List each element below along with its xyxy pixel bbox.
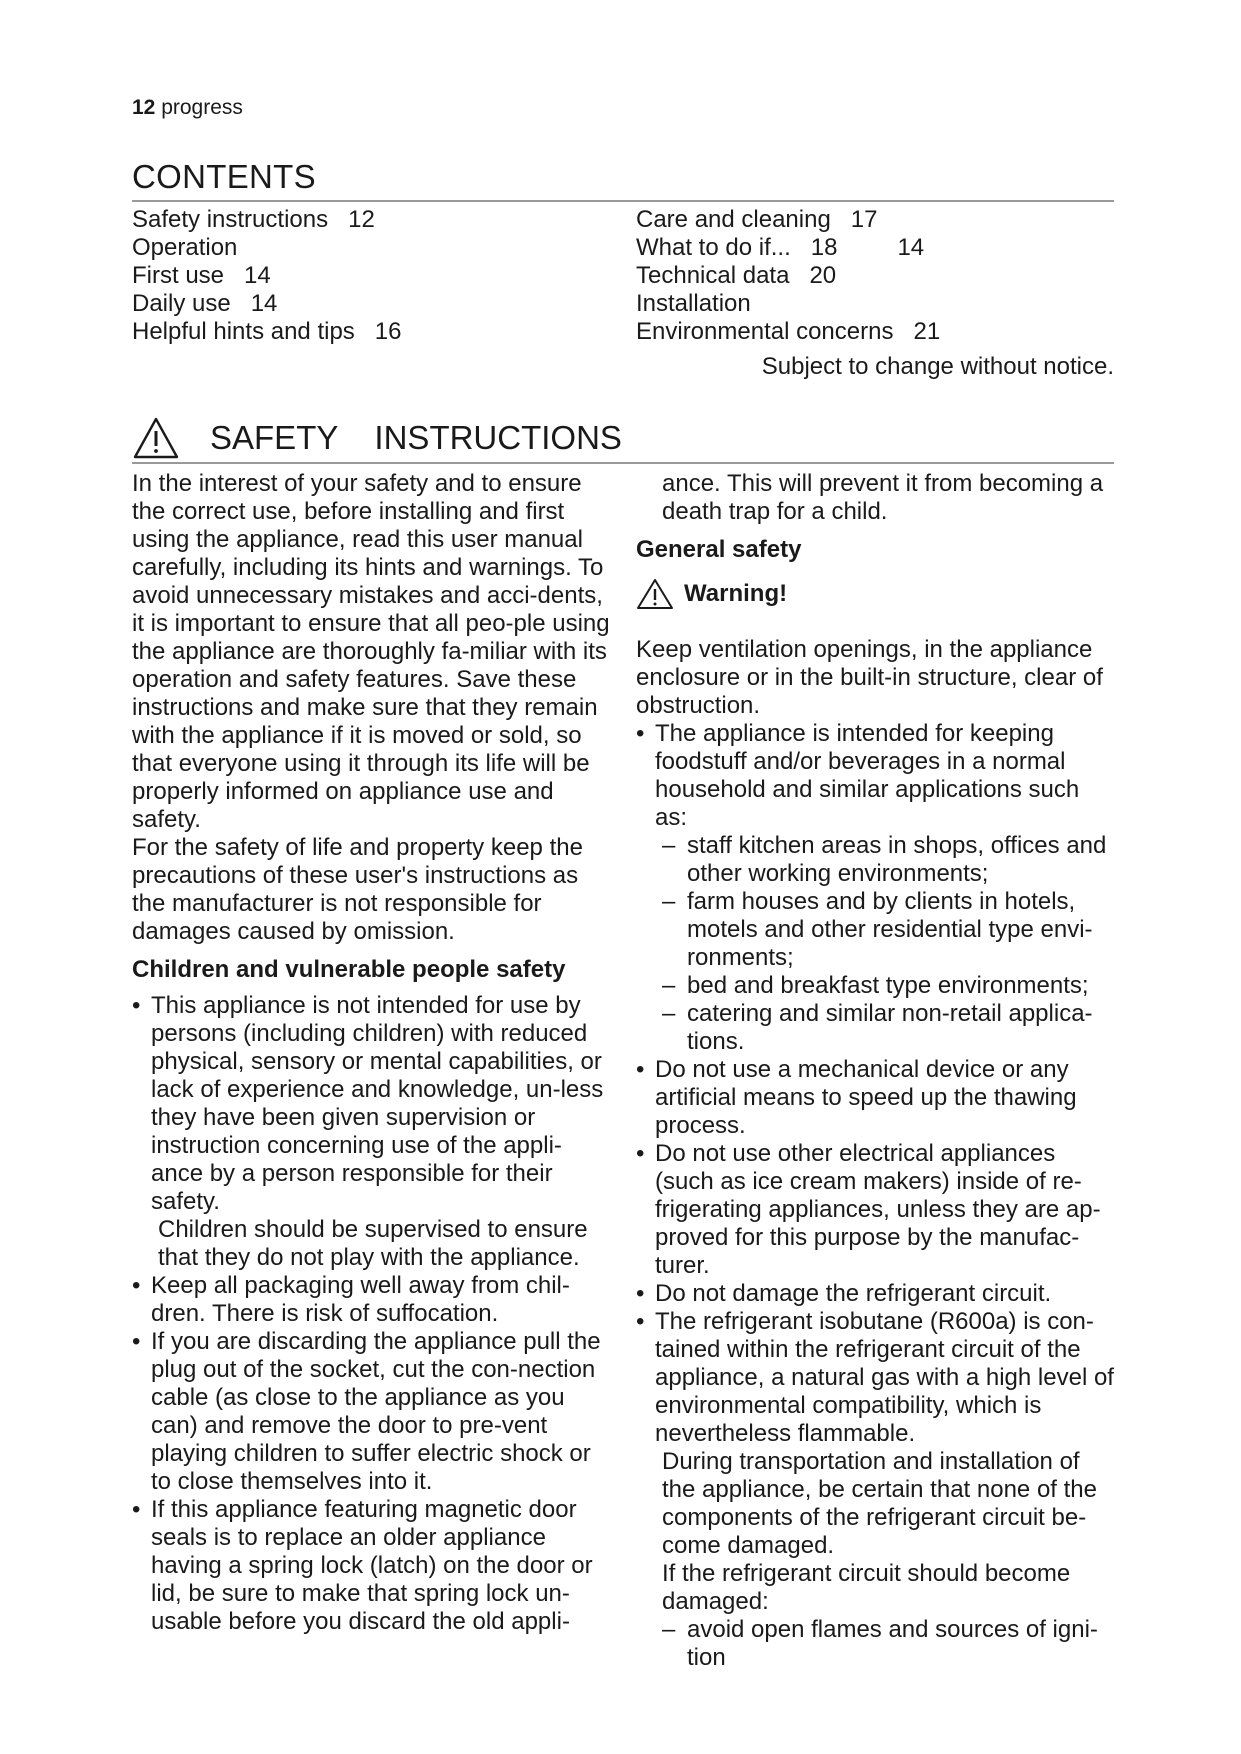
toc-item-first-use[interactable]: First use 14 bbox=[132, 262, 271, 289]
left-column bbox=[132, 470, 612, 1636]
safety-title: SAFETY INSTRUCTIONS bbox=[210, 419, 622, 456]
toc-left-column bbox=[132, 206, 402, 346]
change-notice: Subject to change without notice. bbox=[761, 353, 1114, 380]
toc-item-daily-use[interactable]: Daily use 14 bbox=[132, 290, 278, 317]
brand-name: progress bbox=[161, 96, 243, 119]
page-header bbox=[132, 96, 243, 120]
toc-item-installation[interactable]: Installation bbox=[636, 290, 751, 317]
warning-small-icon bbox=[636, 578, 674, 610]
toc-item-helpful-hints[interactable]: Helpful hints and tips 16 bbox=[132, 318, 402, 345]
toc-item-what-to-do[interactable]: What to do if... 18 14 bbox=[636, 234, 925, 261]
safety-rule bbox=[132, 462, 1114, 464]
toc-item-operation[interactable]: Operation bbox=[132, 234, 238, 261]
safety-heading bbox=[132, 416, 622, 460]
contents-rule bbox=[132, 200, 1114, 202]
bullet-continuation: During transportation and installation of the appliance, be certain that none of the components of the refrigerant circuit be-come damaged. bbox=[662, 1448, 1097, 1559]
toc-item-safety-instructions[interactable]: Safety instructions 12 bbox=[132, 206, 375, 233]
bullet-continuation: Children should be supervised to ensure that they do not play with the appliance. bbox=[158, 1216, 588, 1271]
bullet-item: • If this appliance featuring magnetic door seals is to replace an older appliance having a spring lock (latch) on the door or lid, be sure to make that spring lock un-usable before you discard the old appli- bbox=[132, 1496, 612, 1636]
bullet-item: • The appliance is intended for keeping foodstuff and/or beverages in a normal household and similar applications such as: bbox=[636, 720, 1116, 832]
right-column bbox=[636, 470, 1116, 1672]
page-number: 12 bbox=[132, 96, 156, 119]
warning-callout bbox=[636, 578, 1116, 610]
bullet-item: • If you are discarding the appliance pull the plug out of the socket, cut the con-nection cable (as close to the appliance as you can) and remove the door to pre-vent playing children to suffer electric shock or to close themselves into it. bbox=[132, 1328, 612, 1496]
toc-item-care-cleaning[interactable]: Care and cleaning 17 bbox=[636, 206, 878, 233]
bullet-item: • Do not use a mechanical device or any artificial means to speed up the thawing process. bbox=[636, 1056, 1116, 1140]
ventilation-paragraph: Keep ventilation openings, in the appliance enclosure or in the built-in structure, clear of obstruction. bbox=[636, 636, 1103, 719]
sub-item: – bed and breakfast type environments; bbox=[636, 972, 1116, 1000]
bullet-item: • The refrigerant isobutane (R600a) is con-tained within the refrigerant circuit of the appliance, a natural gas with a high level of environmental compatibility, which is nevertheless flammable. bbox=[636, 1308, 1116, 1448]
bullet-continuation: If the refrigerant circuit should become damaged: bbox=[662, 1560, 1071, 1615]
sub-item: – staff kitchen areas in shops, offices and other working environments; bbox=[636, 832, 1116, 888]
children-safety-heading: Children and vulnerable people safety bbox=[132, 956, 566, 983]
sub-item: – farm houses and by clients in hotels, motels and other residential type envi-ronments; bbox=[636, 888, 1116, 972]
bullet-item: • Do not damage the refrigerant circuit. bbox=[636, 1280, 1116, 1308]
bullet-item: • Do not use other electrical appliances (such as ice cream makers) inside of re-frigerating appliances, unless they are ap-proved for this purpose by the manufac-turer. bbox=[636, 1140, 1116, 1280]
intro-paragraph-2: For the safety of life and property keep the precautions of these user's instructions as the manufacturer is not responsible for damages caused by omission. bbox=[132, 834, 583, 945]
warning-label: Warning! bbox=[684, 580, 788, 607]
contents-title: CONTENTS bbox=[132, 158, 316, 195]
warning-triangle-icon bbox=[132, 416, 180, 460]
toc-item-environmental[interactable]: Environmental concerns 21 bbox=[636, 318, 941, 345]
toc-item-technical-data[interactable]: Technical data 20 bbox=[636, 262, 837, 289]
bullet-item: • Keep all packaging well away from chil-dren. There is risk of suffocation. bbox=[132, 1272, 612, 1328]
general-safety-heading: General safety bbox=[636, 536, 802, 563]
sub-item: – avoid open flames and sources of igni-tion bbox=[636, 1616, 1116, 1672]
sub-item: – catering and similar non-retail applica-tions. bbox=[636, 1000, 1116, 1056]
toc-right-column bbox=[636, 206, 940, 346]
bullet-item: • This appliance is not intended for use by persons (including children) with reduced physical, sensory or mental capabilities, or lack of experience and knowledge, un-less they have been given supervision or instruction concerning use of the appli-ance by a person responsible for their safety. bbox=[132, 992, 612, 1216]
intro-paragraph: In the interest of your safety and to ensure the correct use, before installing and first using the appliance, read this user manual carefully, including its hints and warnings. To avoid unnecessary mistakes and acci-dents, it is important to ensure that all peo-ple using the appliance are thoroughly fa-miliar with its operation and safety features. Save these instructions and make sure that they remain with the appliance if it is moved or sold, so that everyone using it through its life will be properly informed on appliance use and safety. bbox=[132, 470, 610, 833]
bullet-continuation: ance. This will prevent it from becoming a death trap for a child. bbox=[662, 470, 1104, 525]
